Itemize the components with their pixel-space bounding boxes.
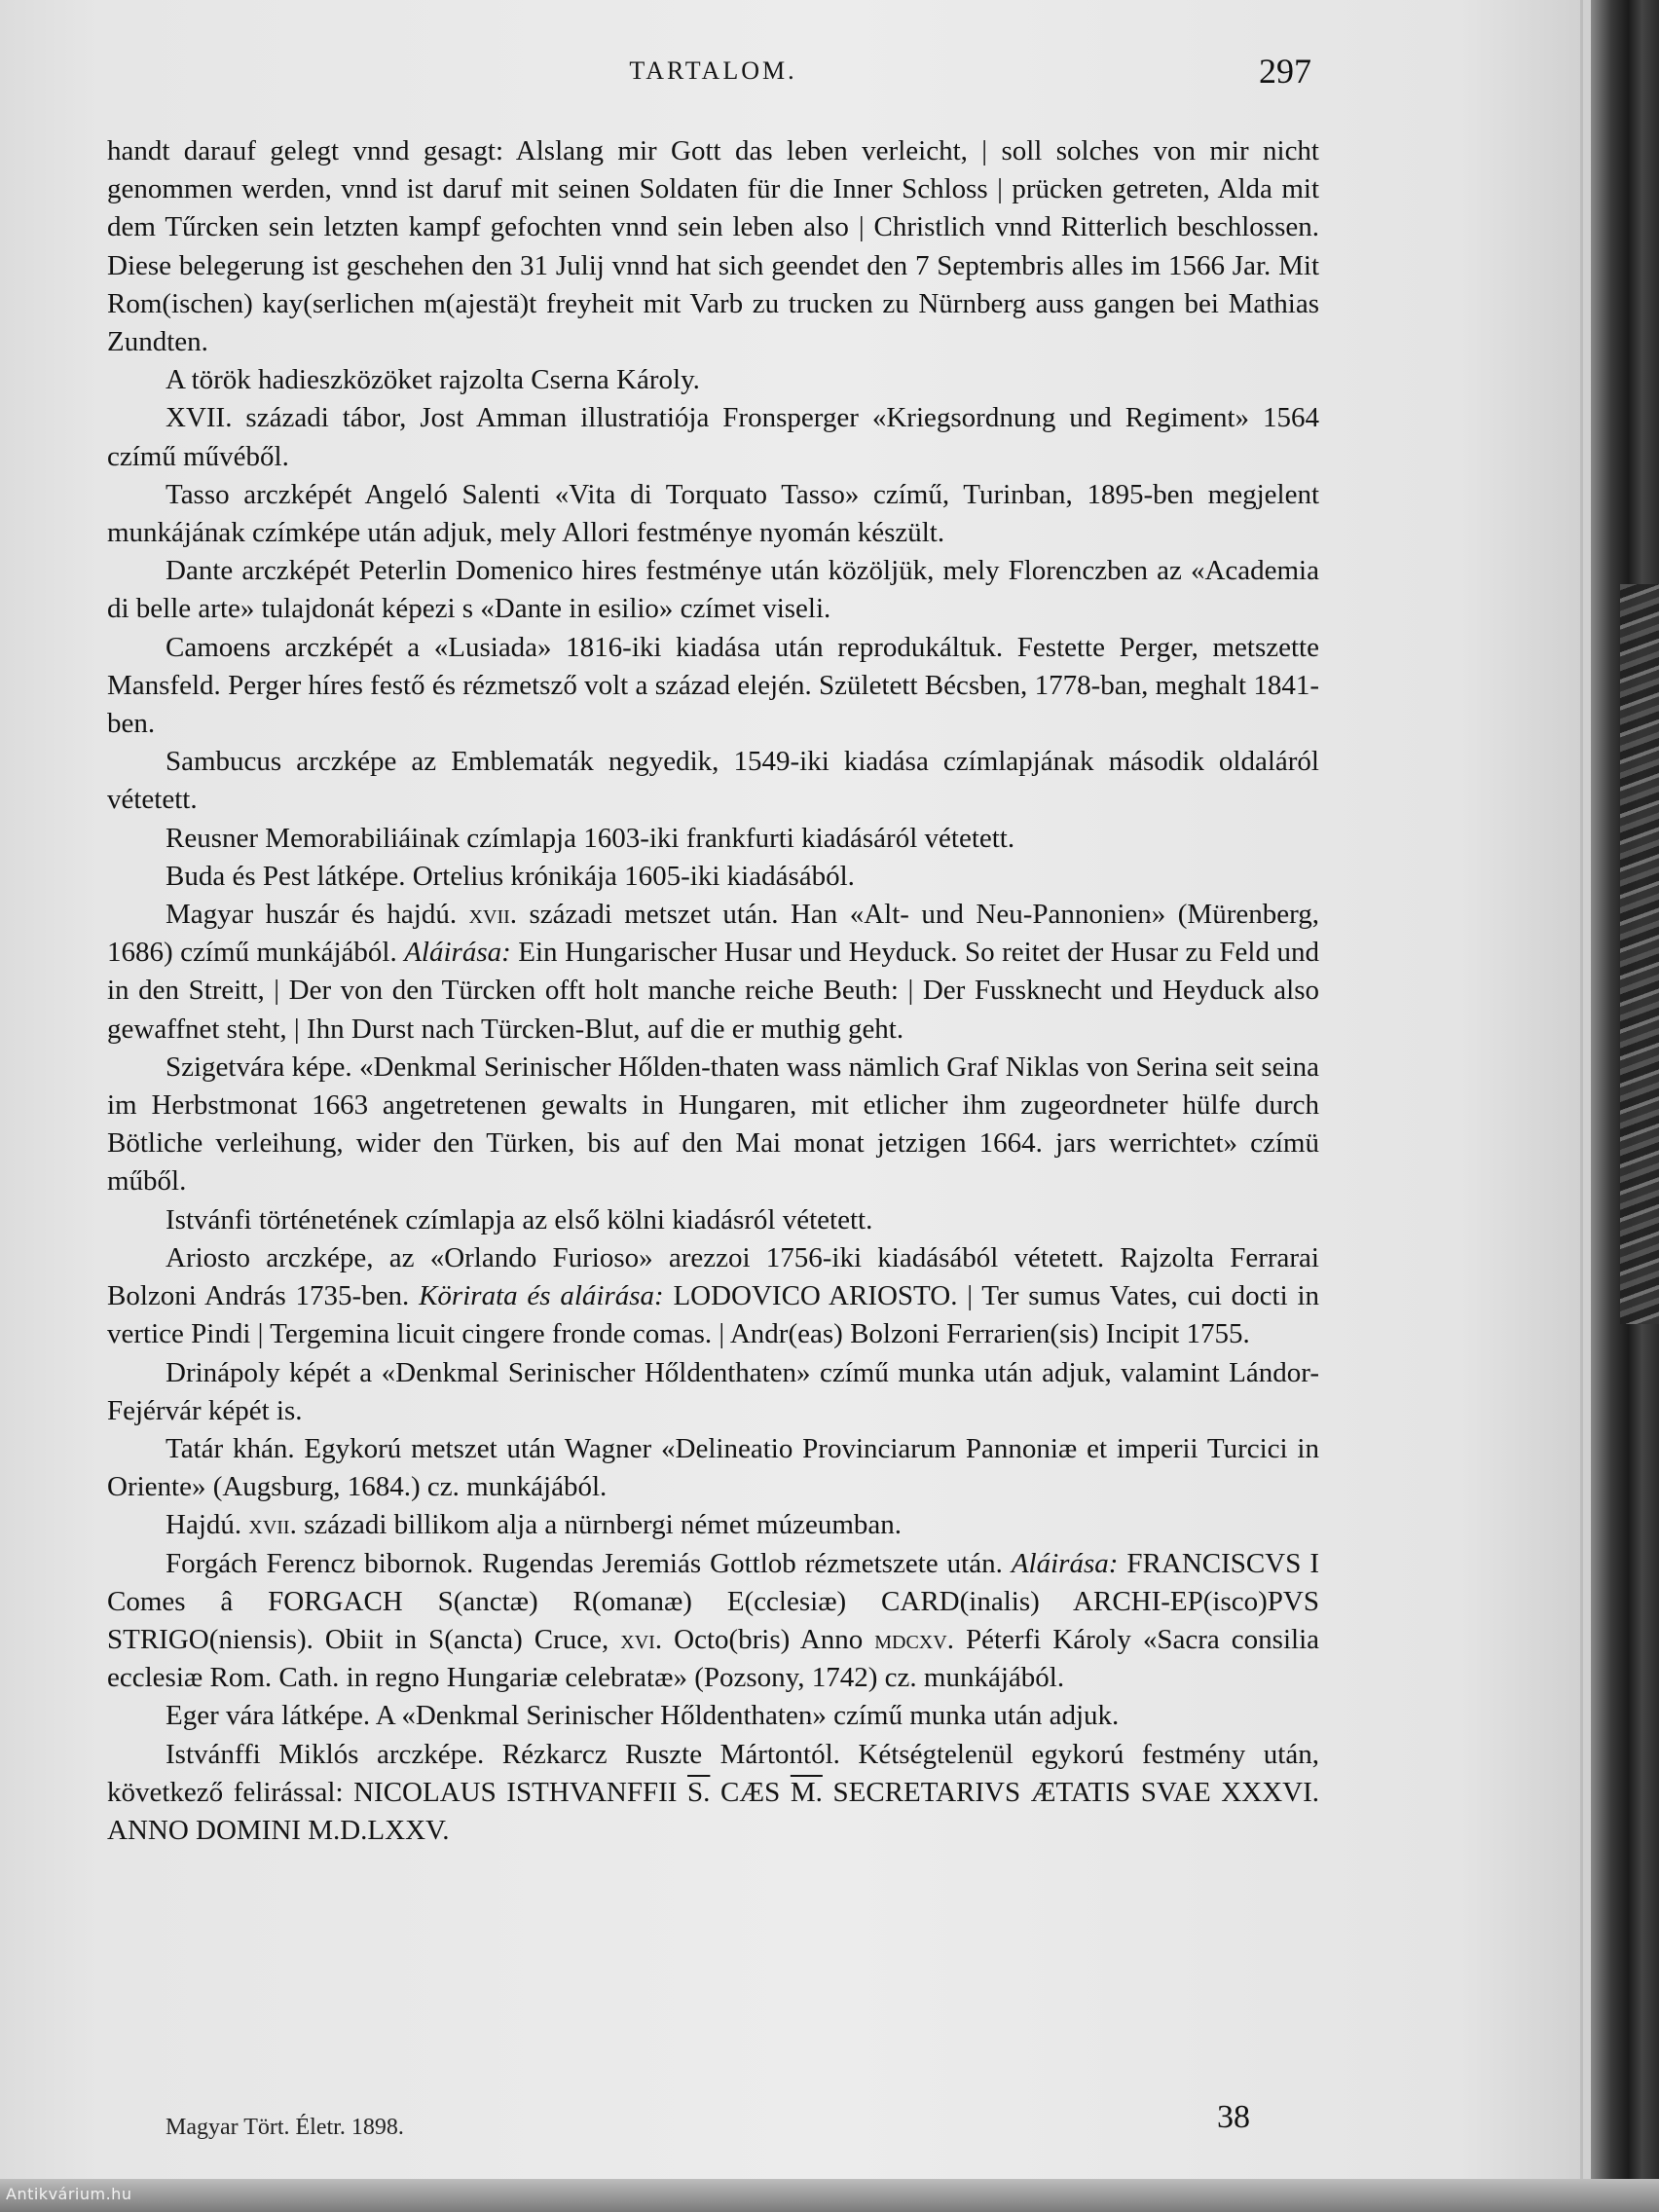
- paragraph: [107, 1545, 1319, 1698]
- text-run: CÆS: [710, 1776, 791, 1808]
- text-run: Magyar huszár és hajdú.: [166, 899, 469, 931]
- text-run: Buda és Pest látképe. Ortelius krónikája 1605-iki kiadásából.: [166, 860, 855, 892]
- text-run: Eger vára látképe. A «Denkmal Serinischer Hőldenthaten» czímű munka után adjuk.: [166, 1700, 1120, 1732]
- text-run: S.: [687, 1776, 711, 1808]
- text-run: handt darauf gelegt vnnd gesagt: Alslang mir Gott das leben verleicht, | soll solches von mir nicht genommen werden, vnnd ist daruf mit seinen Soldaten für die Inner Schloss | prücken getreten, Alda mit dem Tűrcken sein letzten kampf gefochten vnnd sein leben also | Christlich vnnd Ritterlich beschlossen. Diese belegerung ist geschehen den 31 Julij vnnd hat sich geendet den 7 Septembris alles im 1566 Jar. Mit Rom(ischen) kay(serlichen m(ajestä)t freyheit mit Varb zu trucken zu Nürnberg auss gangen bei Mathias Zundten.: [107, 135, 1319, 358]
- text-run: XVII. századi tábor, Jost Amman illustratiója Fronsperger «Kriegsordnung und Regiment» 1564 czímű művéből.: [107, 402, 1319, 472]
- text-run: Hajdú.: [166, 1509, 249, 1541]
- text-run: Aláirása:: [404, 937, 511, 969]
- page-bottom-edge: [0, 2179, 1659, 2212]
- text-run: századi metszet után. Han «Alt- und Neu-Pannonien» (Mürenberg, 1686) czímű munkájából.: [107, 899, 1319, 969]
- paragraph: [107, 1049, 1319, 1201]
- text-run: Körirata és aláirása:: [419, 1280, 664, 1312]
- marbled-endpaper: [1620, 584, 1659, 1324]
- footer-source: Magyar Tört. Életr. 1898.: [166, 2115, 404, 2140]
- paragraph: [107, 1239, 1319, 1354]
- paragraph: [107, 552, 1319, 628]
- text-run: xvii.: [248, 1509, 297, 1541]
- text-run: mdcxv.: [874, 1623, 954, 1655]
- paragraph: [107, 1430, 1319, 1506]
- running-header: [107, 51, 1319, 109]
- text-run: Ariosto arczképe, az «Orlando Furioso» arezzoi 1756-iki kiadásából vétetett. Rajzolta Ferrarai Bolzoni András 1735-ben.: [107, 1241, 1319, 1312]
- paragraph: [107, 858, 1319, 896]
- text-run: SECRETARIVS ÆTATIS SVAE XXXVI. ANNO DOMINI M.D.LXXV.: [107, 1776, 1319, 1846]
- text-run: Forgách Ferencz bibornok. Rugendas Jeremiás Gottlob rézmetszete után.: [166, 1547, 1012, 1579]
- paragraph: [107, 1354, 1319, 1430]
- text-run: FRANCISCVS I Comes â FORGACH S(anctæ) R(omanæ) E(cclesiæ) CARD(inalis) ARCHI-EP(isco)PVS STRIGO(niensis). Obiit in S(ancta) Cruce,: [107, 1547, 1319, 1655]
- text-run: xvi.: [620, 1623, 663, 1655]
- header-title: TARTALOM.: [629, 56, 797, 85]
- text-run: xvii.: [468, 899, 518, 931]
- body-text: [107, 132, 1319, 1850]
- paragraph: [107, 476, 1319, 552]
- text-run: LODOVICO ARIOSTO. | Ter sumus Vates, cui docti in vertice Pindi | Tergemina licuit cingere fronde comas. | Andr(eas) Bolzoni Ferrarien(sis) Incipit 1755.: [107, 1280, 1319, 1350]
- paragraph: [107, 132, 1319, 361]
- paragraph: [107, 1506, 1319, 1544]
- paragraph: [107, 743, 1319, 819]
- paragraph: [107, 629, 1319, 744]
- page-number: 297: [1259, 52, 1311, 91]
- paragraph: [107, 1736, 1319, 1851]
- watermark: Antikvárium.hu: [6, 2185, 132, 2203]
- paragraph: [107, 896, 1319, 1049]
- text-run: Ein Hungarischer Husar und Heyduck. So reitet der Husar zu Feld und in den Streitt, | Der von den Türcken offt holt manche reiche Beuth: | Der Fussknecht und Heyduck also gewaffnet steht, | Ihn Durst nach Türcken-Blut, auf die er muthig geht.: [107, 937, 1319, 1045]
- text-run: Octo(bris) Anno: [662, 1623, 875, 1655]
- page-edge-line: [1580, 0, 1583, 2181]
- text-run: Dante arczképét Peterlin Domenico hires festménye után közöljük, mely Florenczben az «Academia di belle arte» tulajdonát képezi s «Dante in esilio» czímet viseli.: [107, 555, 1319, 625]
- text-run: Péterfi Károly «Sacra consilia ecclesiæ Rom. Cath. in regno Hungariæ celebratæ» (Pozsony, 1742) cz. munkájából.: [107, 1623, 1319, 1694]
- book-edge: [1591, 0, 1659, 2212]
- text-run: M.: [790, 1776, 823, 1808]
- text-run: Reusner Memorabiliáinak czímlapja 1603-iki frankfurti kiadásáról vétetett.: [166, 822, 1015, 854]
- paragraph: [107, 820, 1319, 858]
- text-run: Tatár khán. Egykorú metszet után Wagner «Delineatio Provinciarum Pannoniæ et imperii Turcici in Oriente» (Augsburg, 1684.) cz. munkájából.: [107, 1432, 1319, 1503]
- text-run: Camoens arczképét a «Lusiada» 1816-iki kiadása után reprodukáltuk. Festette Perger, metszette Mansfeld. Perger híres festő és rézmetsző volt a század elején. Született Bécsben, 1778-ban, meghalt 1841-ben.: [107, 631, 1319, 740]
- text-run: Drinápoly képét a «Denkmal Serinischer Hőldenthaten» czímű munka után adjuk, valamint Lándor-Fejérvár képét is.: [107, 1356, 1319, 1426]
- paragraph: [107, 1201, 1319, 1239]
- signature-mark: 38: [1217, 2099, 1250, 2135]
- text-run: Tasso arczképét Angeló Salenti «Vita di Torquato Tasso» czímű, Turinban, 1895-ben megjelent munkájának czímképe után adjuk, mely Allori festménye nyomán készült.: [107, 478, 1319, 549]
- text-run: Istvánffi Miklós arczképe. Rézkarcz Ruszte Mártontól. Kétségtelenül egykorú festmény után, következő felirással: NICOLAUS ISTHVANFFII: [107, 1738, 1319, 1808]
- paragraph: [107, 1697, 1319, 1735]
- text-run: Sambucus arczképe az Emblematák negyedik, 1549-iki kiadása czímlapjának második oldaláról vétetett.: [107, 746, 1319, 816]
- text-run: A török hadieszközöket rajzolta Cserna Károly.: [166, 364, 700, 396]
- text-run: Istvánfi történetének czímlapja az első kölni kiadásról vétetett.: [166, 1203, 873, 1235]
- paragraph: [107, 361, 1319, 399]
- text-run: Aláirása:: [1011, 1547, 1119, 1579]
- paragraph: [107, 399, 1319, 475]
- text-run: századi billikom alja a nürnbergi német múzeumban.: [296, 1509, 902, 1541]
- text-run: Szigetvára képe. «Denkmal Serinischer Hőlden-thaten wass nämlich Graf Niklas von Serina seit seina im Herbstmonat 1663 angetretenen gewalts in Hungaren, mit etlicher ihm zugeordneter hülfe durch Bötliche verleihung, wider den Türken, bis auf den Mai monat jetzigen 1664. jars werrichtet» czímü műből.: [107, 1051, 1319, 1198]
